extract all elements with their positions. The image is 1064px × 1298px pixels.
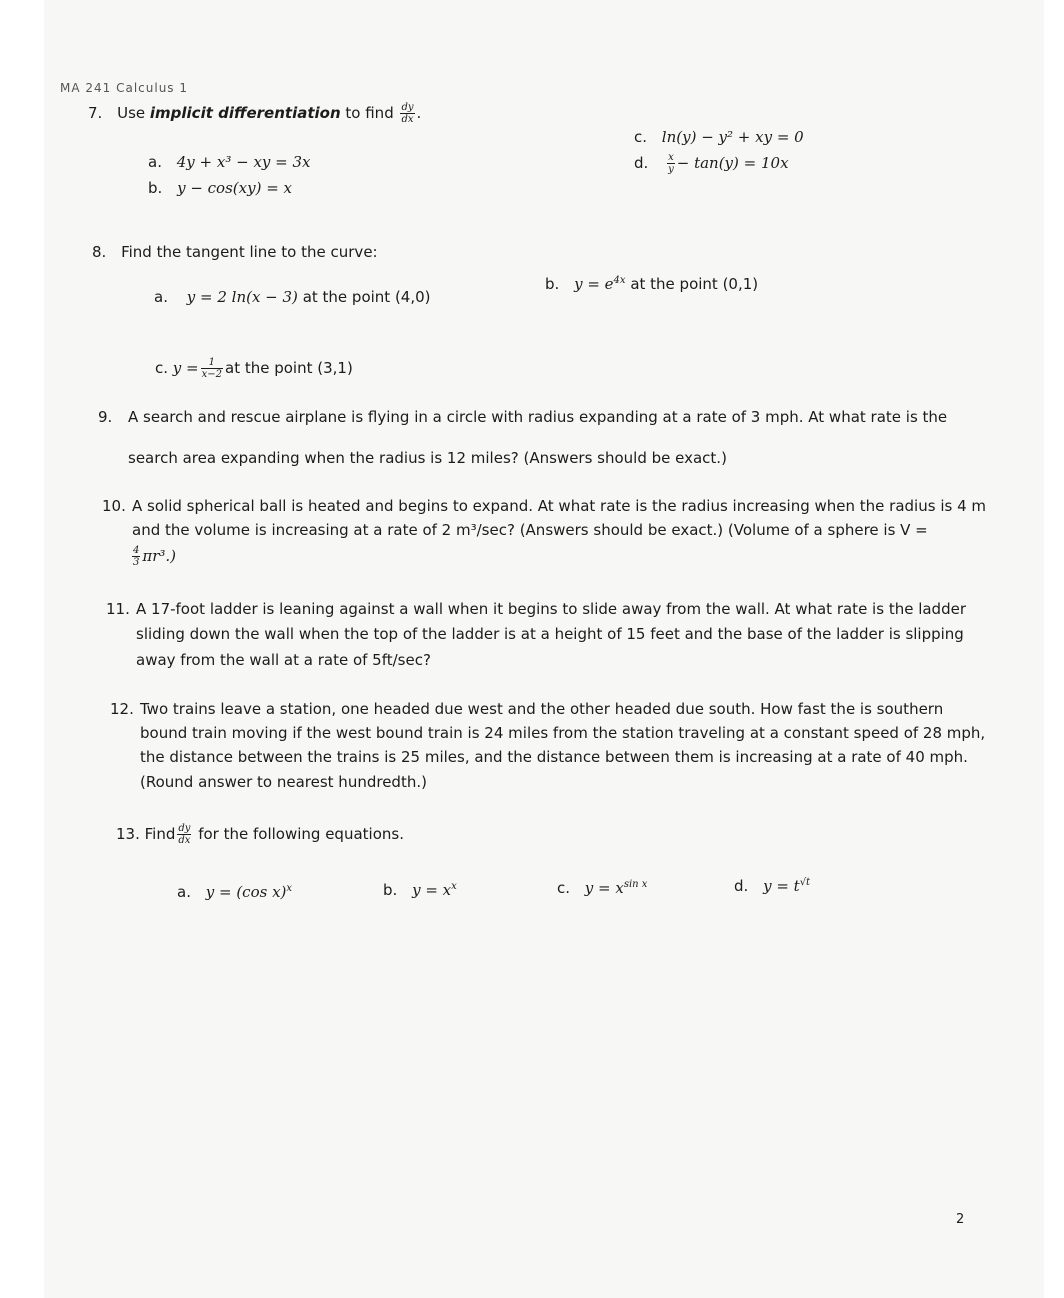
question-8b-expr: y = e bbox=[574, 275, 614, 293]
question-13d-sup: √t bbox=[799, 877, 811, 888]
question-11-line-1: A 17-foot ladder is leaning against a wall when it begins to slide away from the wall. At what rate is the ladder bbox=[136, 600, 966, 618]
question-8c-expr: y = bbox=[172, 359, 199, 377]
question-8b-point: at the point (0,1) bbox=[625, 275, 759, 293]
question-13-text-after: for the following equations. bbox=[198, 825, 404, 843]
question-12-number: 12. bbox=[110, 700, 134, 718]
question-13c bbox=[557, 873, 647, 900]
question-7c bbox=[634, 125, 804, 149]
question-7a-label: a. bbox=[148, 153, 162, 171]
question-13-number: 13. bbox=[116, 825, 140, 843]
question-13b-sup: x bbox=[451, 881, 457, 892]
question-8c-point: at the point (3,1) bbox=[225, 359, 353, 377]
question-10-tail: πr³.) bbox=[142, 547, 177, 565]
question-13b-label: b. bbox=[383, 881, 398, 899]
question-10-line-3 bbox=[132, 544, 176, 568]
question-7: 7. Use implicit differentiation to find $\frac{dy}{dx}$ . bbox=[88, 102, 422, 125]
question-7-emphasis: implicit differentiation bbox=[149, 104, 341, 122]
question-8 bbox=[92, 240, 378, 264]
question-7b-label: b. bbox=[148, 179, 163, 197]
question-13d-label: d. bbox=[734, 877, 749, 895]
question-8b-sup: 4x bbox=[613, 275, 626, 286]
course-header: MA 241 Calculus 1 bbox=[60, 81, 189, 95]
question-8a-label: a. bbox=[154, 288, 168, 306]
question-13b-expr: y = x bbox=[412, 881, 452, 899]
question-7-dydx: $\frac{dy}{dx}$ bbox=[401, 102, 414, 125]
question-10-line-2: and the volume is increasing at a rate of 2 m³/sec? (Answers should be exact.) (Volume of a sphere is V = bbox=[132, 521, 928, 539]
question-8-text: Find the tangent line to the curve: bbox=[121, 243, 378, 261]
question-12-line-4: (Round answer to nearest hundredth.) bbox=[140, 773, 427, 791]
question-13a-expr: y = (cos x) bbox=[205, 883, 287, 901]
question-7a-expr: 4y + x³ − xy = 3x bbox=[176, 153, 311, 171]
question-13c-label: c. bbox=[557, 879, 571, 897]
question-10-number: 10. bbox=[102, 497, 126, 515]
question-12-line-2: bound train moving if the west bound train is 24 miles from the station traveling at a constant speed of 28 mph, bbox=[140, 724, 986, 742]
question-13b bbox=[383, 875, 457, 902]
question-7c-expr: ln(y) − y² + xy = 0 bbox=[661, 128, 804, 146]
question-13 bbox=[116, 822, 404, 846]
question-8c bbox=[155, 356, 353, 380]
question-9-number: 9. bbox=[98, 408, 113, 426]
question-10-frac: $\frac{4}{3}$ bbox=[133, 545, 140, 568]
question-13a-label: a. bbox=[177, 883, 191, 901]
question-8b bbox=[545, 269, 758, 296]
question-13-dydx: $\frac{dy}{dx}$ bbox=[178, 823, 191, 846]
question-7a bbox=[148, 150, 311, 174]
question-7d-expr: − tan(y) = 10x bbox=[676, 154, 789, 172]
question-8a-expr: y = 2 ln(x − 3) bbox=[186, 288, 298, 306]
question-10-line-1: A solid spherical ball is heated and begins to expand. At what rate is the radius increasing when the radius is 4 m bbox=[132, 497, 986, 515]
question-7b bbox=[148, 176, 292, 200]
question-13a-sup: x bbox=[286, 883, 293, 894]
question-8c-label: c. bbox=[155, 359, 169, 377]
question-7d-frac: $\frac{x}{y}$ bbox=[668, 152, 674, 175]
question-11-line-3: away from the wall at a rate of 5ft/sec? bbox=[136, 651, 431, 669]
question-8-number: 8. bbox=[92, 243, 107, 261]
question-7c-label: c. bbox=[634, 128, 648, 146]
question-13a bbox=[177, 877, 292, 904]
question-7-text-after: to find bbox=[340, 104, 399, 122]
question-13c-expr: y = x bbox=[584, 879, 624, 897]
question-8c-frac: $\frac{1}{x-2}$ bbox=[201, 357, 222, 380]
page-number: 2 bbox=[956, 1212, 965, 1227]
question-7b-expr: y − cos(xy) = x bbox=[177, 179, 292, 197]
question-7d-label: d. bbox=[634, 154, 649, 172]
question-7-number: 7. bbox=[88, 104, 103, 122]
question-12-line-3: the distance between the trains is 25 miles, and the distance between them is increasing at a rate of 40 mph. bbox=[140, 748, 968, 766]
question-13d-expr: y = t bbox=[763, 877, 800, 895]
question-11-line-2: sliding down the wall when the top of the ladder is at a height of 15 feet and the base of the ladder is slipping bbox=[136, 625, 964, 643]
question-12-line-1: Two trains leave a station, one headed due west and the other headed due south. How fast the is southern bbox=[140, 700, 944, 718]
question-13c-sup: sin x bbox=[623, 879, 648, 890]
question-9-line-1: A search and rescue airplane is flying in a circle with radius expanding at a rate of 3 mph. At what rate is the bbox=[128, 408, 948, 426]
question-8a-point: at the point (4,0) bbox=[297, 288, 431, 306]
question-9-line-2: search area expanding when the radius is 12 miles? (Answers should be exact.) bbox=[128, 449, 727, 467]
question-8a bbox=[154, 285, 431, 309]
question-8b-label: b. bbox=[545, 275, 560, 293]
question-7-text-before: Use bbox=[117, 104, 150, 122]
question-7d bbox=[634, 151, 789, 175]
question-13d bbox=[734, 871, 810, 898]
question-11-number: 11. bbox=[106, 600, 130, 618]
question-13-text-before: Find bbox=[144, 825, 176, 843]
